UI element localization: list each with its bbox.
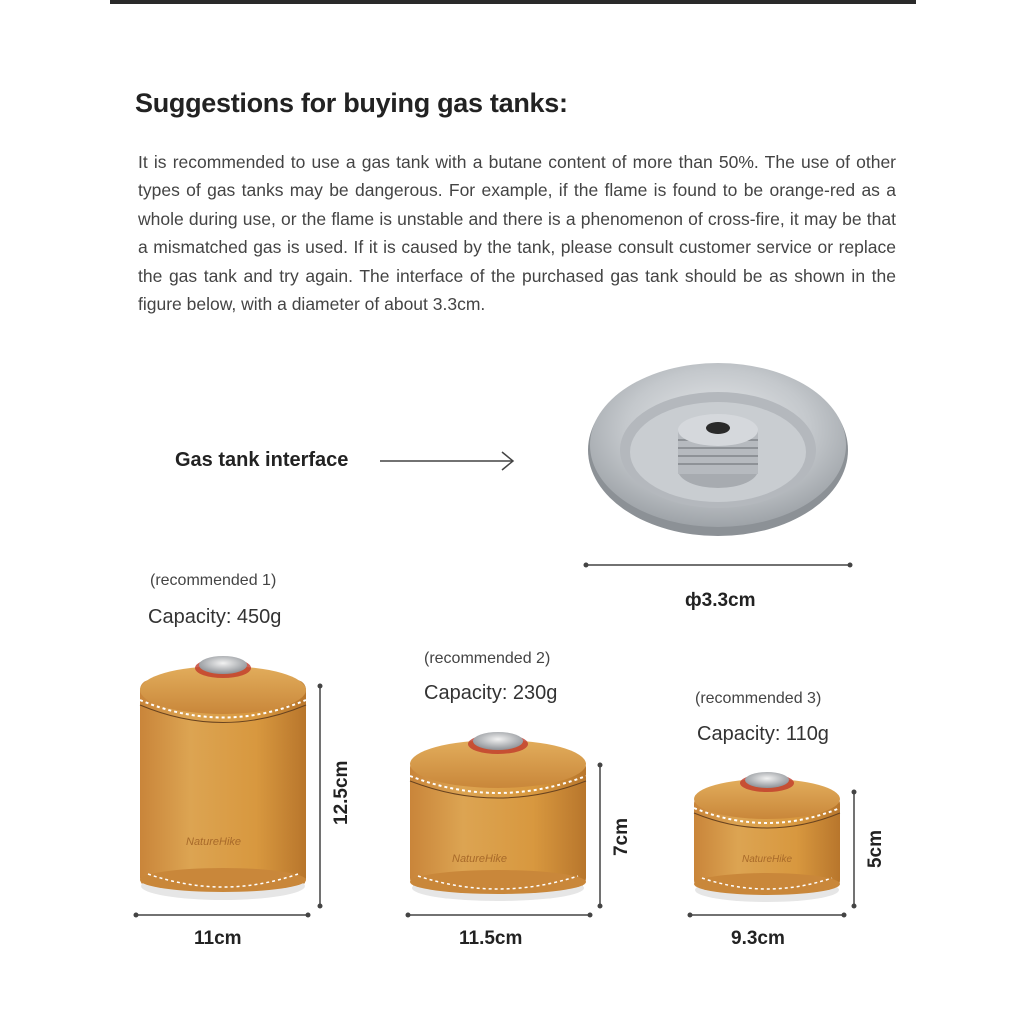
tank-2-width-label: 11.5cm bbox=[459, 928, 523, 949]
tank-2-image bbox=[410, 732, 586, 901]
interface-diameter-line bbox=[584, 563, 853, 568]
tank-3-width-label: 9.3cm bbox=[731, 928, 785, 949]
tank-1-height-line bbox=[318, 684, 323, 909]
svg-text:NatureHike: NatureHike bbox=[186, 836, 242, 848]
tank-1-height-label: 12.5cm bbox=[331, 760, 352, 825]
tank-2-width-line bbox=[406, 913, 593, 918]
gas-tank-interface-label: Gas tank interface bbox=[175, 449, 349, 471]
interface-arrow bbox=[380, 452, 513, 470]
description-paragraph: It is recommended to use a gas tank with a butane content of more than 50%. The use of other types of gas tanks may be dangerous. For example, if the flame is found to be orange-red as a whole during use, or the flame is unstable and there is a phenomenon of cross-fire, it may be that a mismatched gas is used. If it is caused by the tank, please consult customer service or replace the gas tank and try again. The interface of the purchased gas tank should be as shown in the figure below, with a diameter of about 3.3cm. bbox=[138, 152, 896, 315]
tank-1-width-line bbox=[134, 913, 311, 918]
svg-text:NatureHike: NatureHike bbox=[742, 854, 793, 865]
tank-3-height-line bbox=[852, 790, 857, 909]
tank-2-capacity: Capacity: 230g bbox=[424, 682, 558, 704]
gas-tank-interface-image bbox=[588, 363, 848, 536]
tank-1-capacity: Capacity: 450g bbox=[148, 606, 282, 628]
svg-text:NatureHike: NatureHike bbox=[452, 853, 508, 865]
tank-3-width-line bbox=[688, 913, 847, 918]
tank-3-image bbox=[694, 772, 840, 902]
tank-1-width-label: 11cm bbox=[194, 928, 242, 949]
page-heading: Suggestions for buying gas tanks: bbox=[135, 88, 568, 118]
tank-2-height-label: 7cm bbox=[611, 817, 632, 857]
tank-2-height-line bbox=[598, 763, 603, 909]
tank-3-recommend: (recommended 3) bbox=[695, 690, 822, 707]
tank-3-capacity: Capacity: 110g bbox=[697, 723, 829, 745]
tank-3-height-label: 5cm bbox=[865, 829, 886, 869]
tank-1-recommend: (recommended 1) bbox=[150, 572, 277, 589]
interface-diameter-label: ф3.3cm bbox=[685, 590, 756, 611]
tank-1-image bbox=[140, 656, 306, 900]
tank-2-recommend: (recommended 2) bbox=[424, 650, 551, 667]
